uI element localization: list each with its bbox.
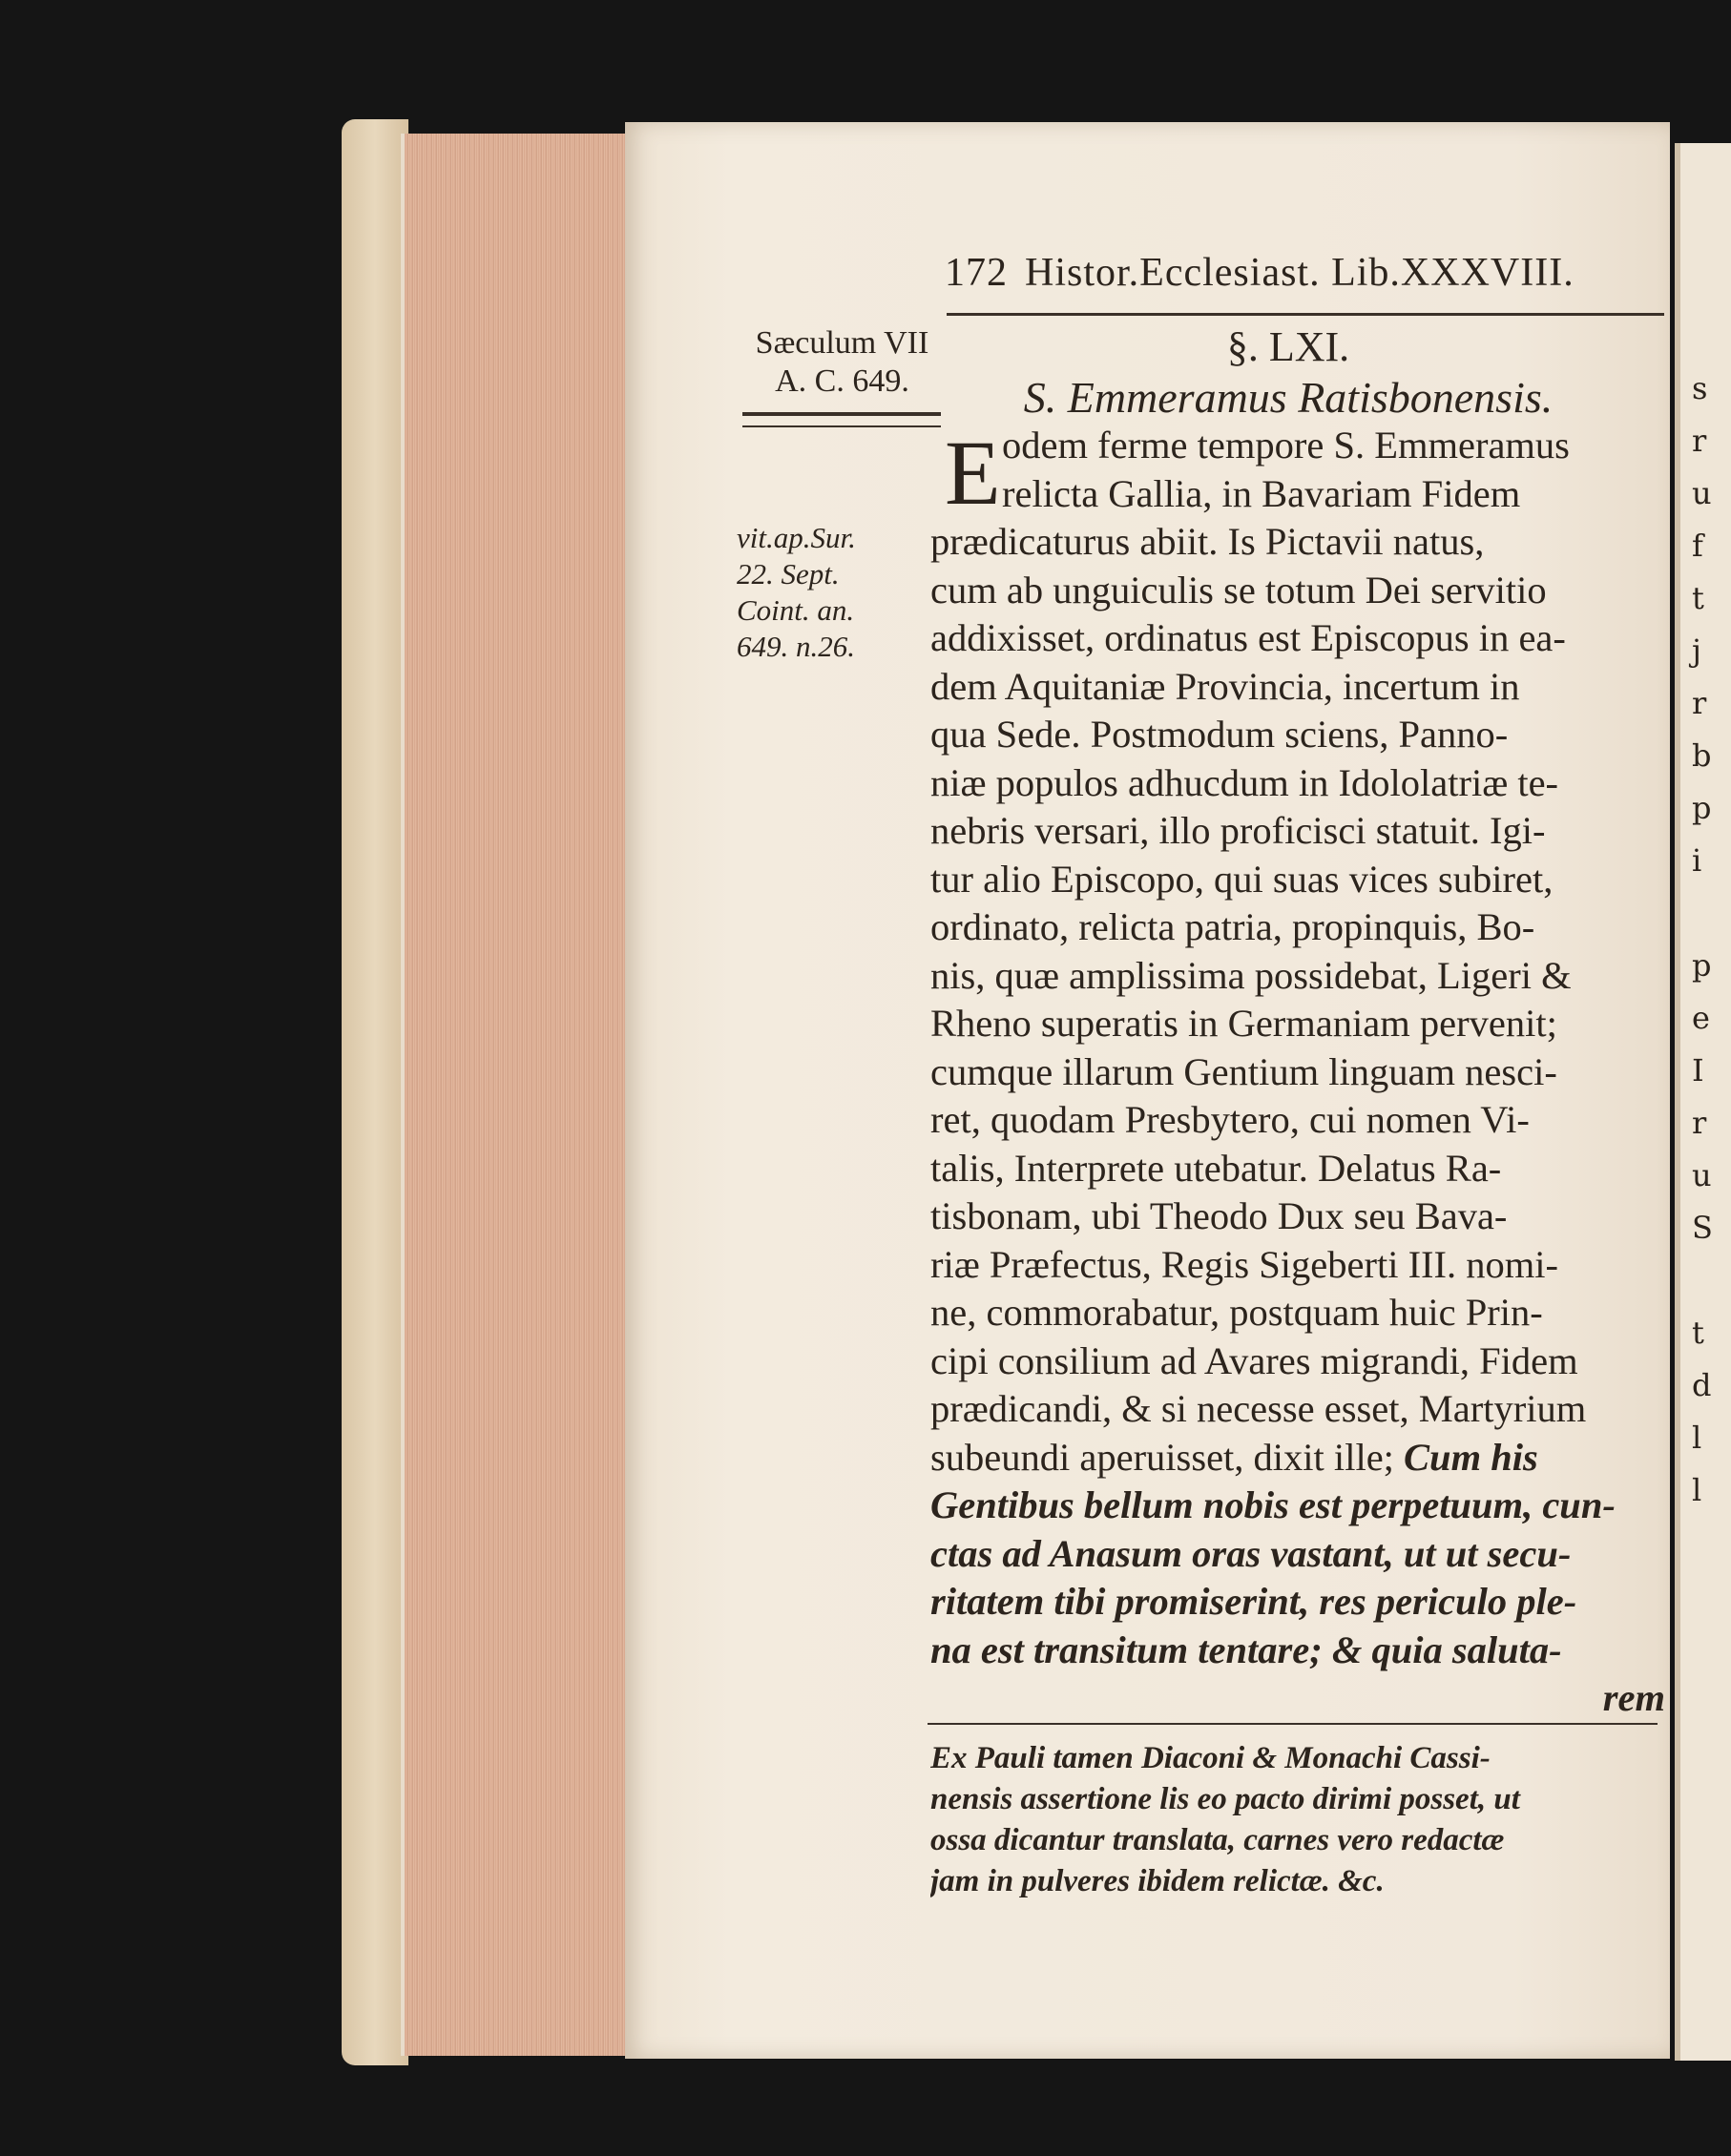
- body-line: qua Sede. Postmodum sciens, Panno-: [930, 713, 1509, 756]
- margin-year: A. C. 649.: [775, 363, 909, 399]
- margin-rule: [742, 412, 941, 416]
- body-line: relicta Gallia, in Bavariam Fidem: [1002, 471, 1521, 515]
- facing-page-letters: s r u f t j r b p i p e I r u S t d l l: [1692, 370, 1713, 1508]
- body-text: [930, 422, 1665, 1723]
- catchword: rem: [1602, 1676, 1665, 1719]
- book-cover-edge: [342, 119, 408, 2065]
- italic-line: na est transitum tentare; & quia saluta-: [930, 1627, 1562, 1671]
- footnote-line: Ex Pauli tamen Diaconi & Monachi Cassi-: [930, 1741, 1491, 1775]
- margin-note-line: vit.ap.Sur.: [737, 521, 856, 554]
- body-line: nis, quæ amplissima possidebat, Ligeri &: [930, 953, 1572, 997]
- facing-page-edge: [1675, 143, 1731, 2061]
- section-title: S. Emmeramus Ratisbonensis.: [1023, 373, 1554, 422]
- body-line: ne, commorabatur, postquam huic Prin-: [930, 1291, 1543, 1334]
- header-title: Histor.Ecclesiast. Lib.XXXVIII.: [1025, 251, 1575, 295]
- body-line: niæ populos adhucdum in Idololatriæ te-: [930, 760, 1559, 804]
- body-line: cumque illarum Gentium linguam nesci-: [930, 1049, 1557, 1093]
- body-line: nebris versari, illo proficisci statuit. Igi-: [930, 809, 1546, 852]
- italic-line: ritatem tibi promiserint, res periculo ple-: [930, 1580, 1577, 1623]
- body-line: [930, 1434, 1665, 1482]
- body-line: Rheno superatis in Germaniam pervenit;: [930, 1002, 1557, 1045]
- drop-cap: E: [945, 422, 1001, 524]
- body-line: dem Aquitaniæ Provincia, incertum in: [930, 664, 1520, 708]
- margin-note-line: 649. n.26.: [737, 630, 855, 663]
- margin-century: Sæculum VII: [755, 325, 929, 361]
- margin-rule-thin: [742, 425, 941, 427]
- page-number: 172: [945, 251, 1008, 295]
- body-line-italic: Cum his: [1404, 1435, 1538, 1479]
- footnote: [930, 1738, 1665, 1902]
- body-line: ret, quodam Presbytero, cui nomen Vi-: [930, 1098, 1530, 1141]
- footnote-line: nensis assertione lis eo pacto dirimi posset, ut: [930, 1782, 1520, 1816]
- header-rule: [947, 313, 1664, 316]
- body-line: prædicandi, & si necesse esset, Martyrium: [930, 1387, 1587, 1430]
- section-number: §. LXI.: [1226, 323, 1350, 370]
- body-line: ordinato, relicta patria, propinquis, Bo-: [930, 905, 1535, 948]
- body-line: odem ferme tempore S. Emmeramus: [1002, 424, 1570, 466]
- body-line-roman: subeundi aperuisset, dixit ille;: [930, 1435, 1394, 1479]
- margin-date: [740, 324, 945, 401]
- body-line: tur alio Episcopo, qui suas vices subiret,: [930, 857, 1554, 901]
- footnote-rule: [928, 1723, 1658, 1725]
- margin-note-line: 22. Sept.: [737, 557, 840, 591]
- body-line: prædicaturus abiit. Is Pictavii natus,: [930, 520, 1485, 563]
- italic-line: Gentibus bellum nobis est perpetuum, cun-: [930, 1483, 1616, 1526]
- footnote-line: ossa dicantur translata, carnes vero redactæ: [930, 1823, 1505, 1857]
- page-block-edges: [401, 134, 634, 2056]
- footnote-line: jam in pulveres ibidem relictæ. &c.: [930, 1864, 1385, 1898]
- body-line: cipi consilium ad Avares migrandi, Fidem: [930, 1338, 1578, 1382]
- body-line: addixisset, ordinatus est Episcopus in ea-: [930, 616, 1566, 659]
- italic-line: ctas ad Anasum oras vastant, ut ut secu-: [930, 1531, 1572, 1575]
- body-line: tisbonam, ubi Theodo Dux seu Bava-: [930, 1194, 1508, 1237]
- body-line: cum ab unguiculis se totum Dei servitio: [930, 568, 1547, 612]
- margin-note-line: Coint. an.: [737, 593, 855, 627]
- running-header: [945, 250, 1670, 296]
- body-line: talis, Interprete utebatur. Delatus Ra-: [930, 1146, 1502, 1190]
- body-line: riæ Præfectus, Regis Sigeberti III. nomi-: [930, 1242, 1559, 1286]
- margin-note: [737, 520, 947, 665]
